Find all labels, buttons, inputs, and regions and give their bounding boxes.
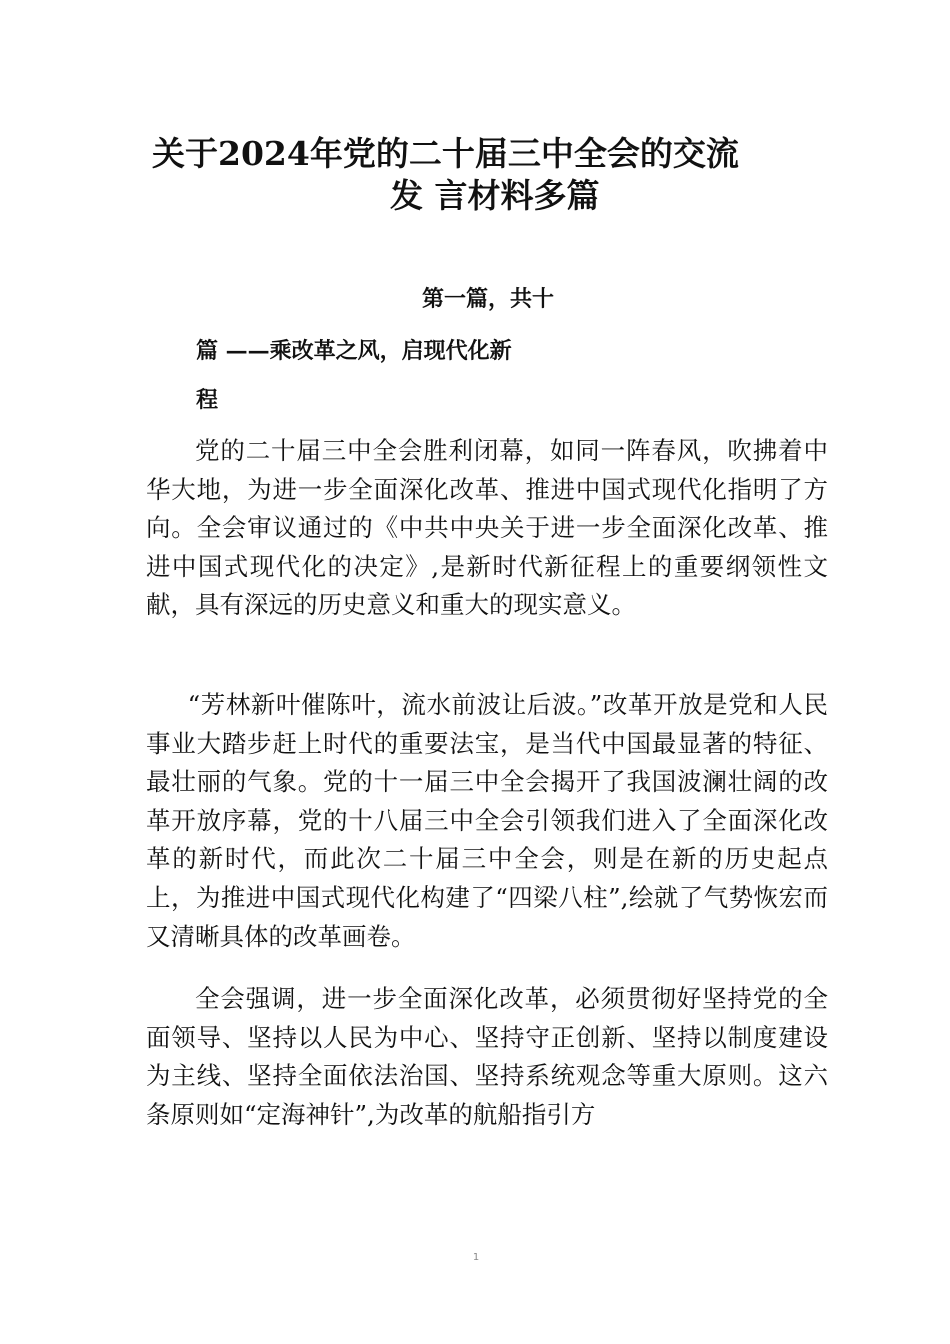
- document-title-line-1: 关于2024年党的二十届三中全会的交流: [152, 134, 739, 173]
- section-heading-line-1: 第一篇，共十: [422, 286, 555, 312]
- body-paragraph-1: 党的二十届三中全会胜利闭幕，如同一阵春风，吹拂着中华大地，为进一步全面深化改革、推进中国式现代化指明了方向。全会审议通过的《中共中央关于进一步全面深化改革、推进中国式现代化的决定》,是新时代新征程上的重要纲领性文献，具有深远的历史意义和重大的现实意义。: [146, 436, 828, 620]
- body-paragraph-3: 全会强调，进一步全面深化改革，必须贯彻好坚持党的全面领导、坚持以人民为中心、坚持守正创新、坚持以制度建设为主线、坚持全面依法治国、坚持系统观念等重大原则。这六条原则如“定海神针”,为改革的航船指引方: [146, 984, 828, 1129]
- section-heading-line-3: 程: [196, 387, 219, 413]
- body-paragraph-2: “芳林新叶催陈叶，流水前波让后波。”改革开放是党和人民事业大踏步赶上时代的重要法宝，是当代中国最显著的特征、最壮丽的气象。党的十一届三中全会揭开了我国波澜壮阔的改革开放序幕，党的十八届三中全会引领我们进入了全面深化改革的新时代，而此次二十届三中全会，则是在新的历史起点上，为推进中国式现代化构建了“四梁八柱”,绘就了气势恢宏而又清晰具体的改革画卷。: [146, 690, 828, 951]
- section-heading-line-2: 篇 ——乘改革之风，启现代化新: [196, 338, 512, 364]
- document-title-line-2: 发 言材料多篇: [390, 176, 600, 215]
- page-number: 1: [472, 1252, 480, 1263]
